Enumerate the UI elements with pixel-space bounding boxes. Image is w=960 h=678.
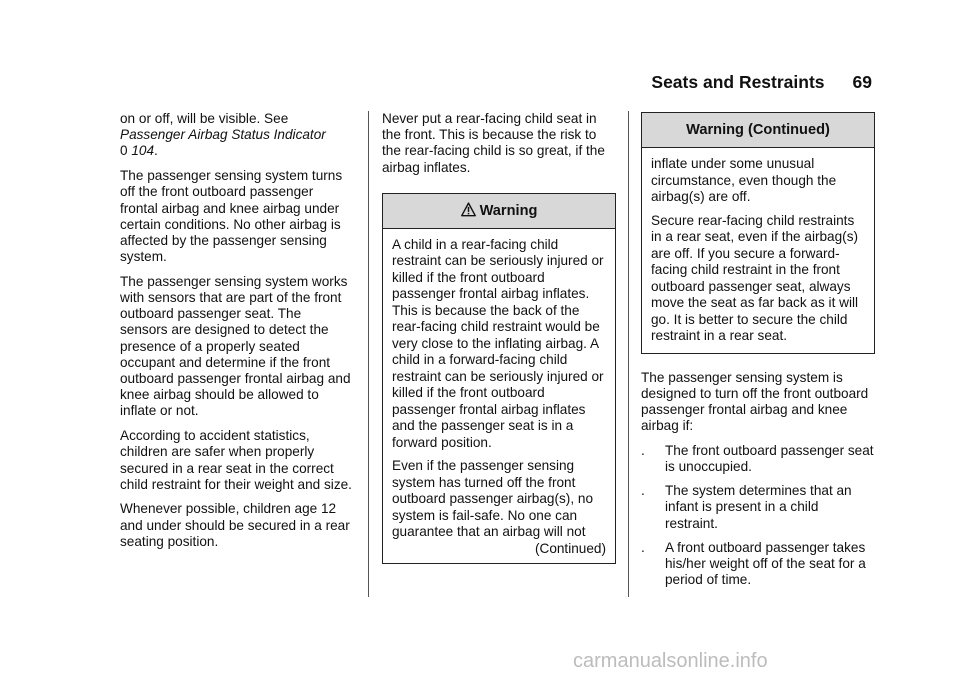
continued-label: (Continued) [534,540,606,556]
warning-box [382,193,616,565]
column-left [120,111,352,559]
paragraph: According to accident statistics, children are safer when properly secured in a rear seat in the correct child restraint for their weight and size. [120,428,352,492]
warning-icon [461,202,476,217]
column-middle [382,111,616,564]
list-item-text: A front outboard passenger takes his/her weight off of the seat for a period of time. [665,539,866,588]
warning-paragraph: A child in a rear-facing child restraint can be seriously injured or killed if the front outboard passenger frontal airbag inflates. This is because the back of the rear-facing child restraint would be very close to the inflating airbag. A child in a forward-facing child restraint can be seriously injured or killed if the front outboard passenger frontal airbag inflates and the passenger seat is in a forward position. [392,236,604,450]
warning-box-continued [641,112,875,354]
list-item-text: The front outboard passenger seat is unoccupied. [665,442,874,475]
page-header [651,72,872,93]
warning-body [383,229,615,564]
bullet-marker: . [641,539,645,555]
paragraph: The passenger sensing system turns off the front outboard passenger frontal airbag and knee airbag under certain conditions. No other airbag is affected by the passenger sensing system. [120,168,343,265]
paragraph: Whenever possible, children age 12 and under should be secured in a rear seating position. [120,501,350,549]
paragraph-text: on or off, will be visible. See [120,111,289,126]
paragraph [120,111,352,160]
bullet-marker: . [641,483,645,499]
warning-header [383,194,615,229]
list-item [641,443,875,475]
list-item [641,540,875,589]
section-title: Seats and Restraints [651,72,825,92]
warning-paragraph: Even if the passenger sensing system has turned off the front outboard passenger airbag(s), no system is fail-safe. No one can guarantee that an airbag will not [392,458,594,540]
bullet-marker: . [641,442,645,458]
paragraph: The passenger sensing system is designed to turn off the front outboard passenger frontal airbag and knee airbag if: [641,369,869,434]
cross-reference-page[interactable]: 104 [131,143,155,159]
column-divider [628,111,629,597]
page-ref-icon: 0 [120,143,128,159]
column-right [641,112,875,596]
punctuation: . [154,143,158,159]
cross-reference-link[interactable]: Passenger Airbag Status Indicator [120,127,326,143]
page-number: 69 [852,72,872,92]
list-item [641,483,875,532]
paragraph: Never put a rear-facing child seat in the front. This is because the risk to the rear-facing child is so great, if the airbag inflates. [382,111,605,175]
warning-header: Warning (Continued) [642,113,874,148]
warning-paragraph: Secure rear-facing child restraints in a rear seat, even if the airbag(s) are off. If you secure a forward-facing child restraint in the front outboard passenger seat, always move the seat as far back as it will go. It is better to secure the child restraint in a rear seat. [651,212,859,343]
watermark: carmanualsonline.info [573,650,768,672]
warning-body [642,148,874,353]
warning-title: Warning [479,202,538,219]
paragraph: The passenger sensing system works with sensors that are part of the front outboard passenger seat. The sensors are designed to detect the presence of a properly seated occupant and determine if the front outboard passenger frontal airbag and knee airbag should be allowed to inflate or not. [120,273,351,419]
list-item-text: The system determines that an infant is present in a child restraint. [665,483,852,531]
warning-paragraph: inflate under some unusual circumstance, even though the airbag(s) are off. [651,156,837,204]
column-divider [368,111,369,597]
